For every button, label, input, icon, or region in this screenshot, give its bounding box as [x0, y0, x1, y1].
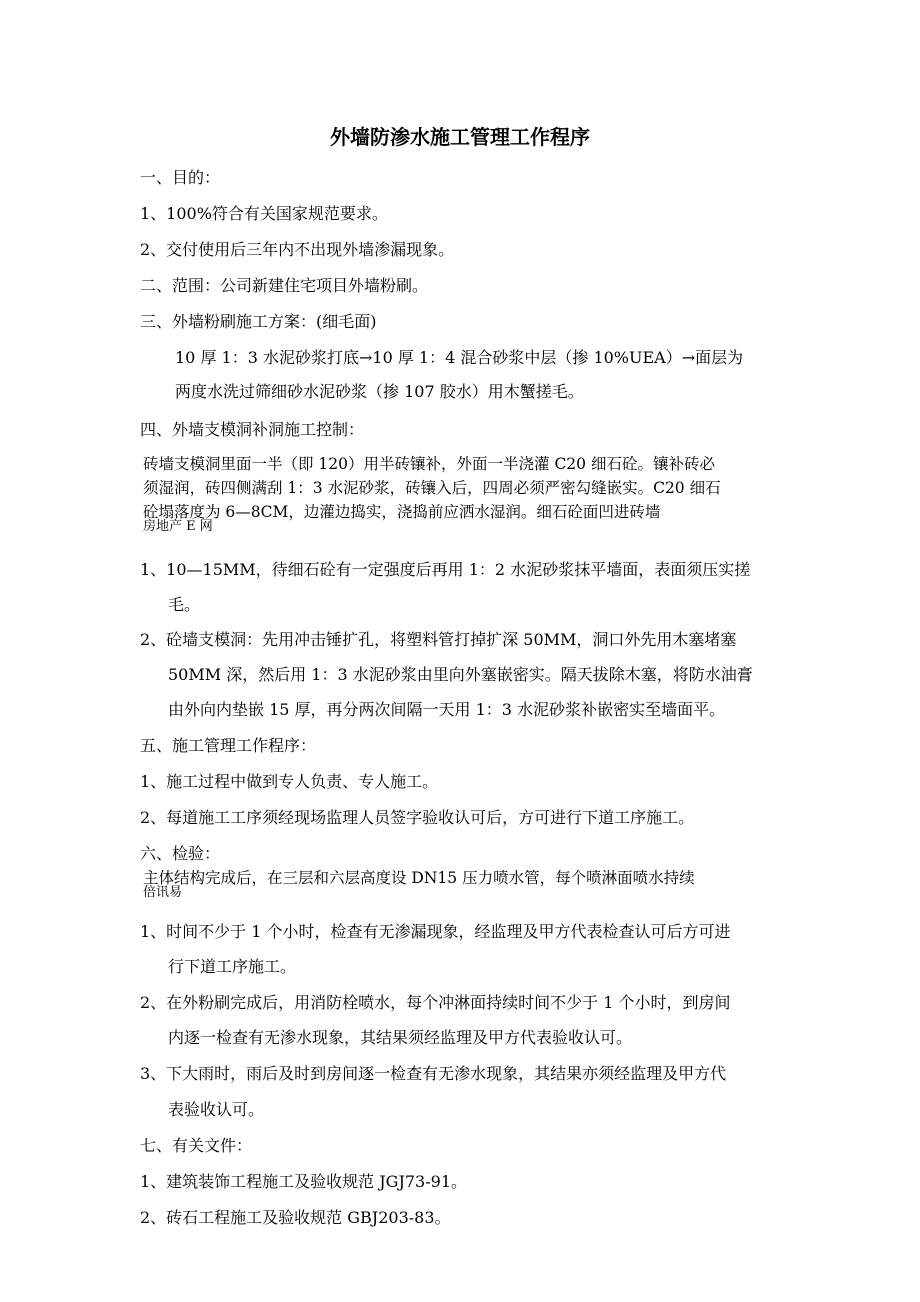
paragraph: 表验收认可。 [168, 1100, 265, 1119]
section-heading: 一、目的： [140, 168, 221, 187]
paragraph: 1、100%符合有关国家规范要求。 [140, 204, 388, 223]
paragraph: 须湿润，砖四侧满刮 1：3 水泥砂浆，砖镶入后，四周必须严密勾缝嵌实。C20 细石 [143, 479, 721, 497]
paragraph: 行下道工序施工。 [168, 957, 297, 976]
paragraph: 2、砼墙支模洞：先用冲击锤扩孔，将塑料管打掉扩深 50MM，洞口外先用木塞堵塞 [140, 630, 737, 649]
document-title: 外墙防渗水施工管理工作程序 [330, 125, 590, 149]
paragraph: 50MM 深，然后用 1：3 水泥砂浆由里向外塞嵌密实。隔天拔除木塞，将防水油膏 [168, 665, 753, 684]
paragraph: 内逐一检查有无渗水现象，其结果须经监理及甲方代表验收认可。 [168, 1028, 633, 1047]
paragraph: 1、10—15MM，待细石砼有一定强度后再用 1：2 水泥砂浆抹平墙面，表面须压实搓 [140, 560, 751, 579]
paragraph: 两度水洗过筛细砂水泥砂浆（掺 107 胶水）用木蟹搓毛。 [175, 382, 584, 401]
section-heading: 三、外墙粉刷施工方案：(细毛面) [140, 312, 377, 331]
paragraph: 1、时间不少于 1 个小时，检查有无渗漏现象，经监理及甲方代表检查认可后方可进 [140, 922, 731, 941]
paragraph: 3、下大雨时，雨后及时到房间逐一检查有无渗水现象，其结果亦须经监理及甲方代 [140, 1064, 727, 1083]
paragraph: 2、交付使用后三年内不出现外墙渗漏现象。 [140, 240, 455, 259]
section-heading: 四、外墙支模洞补洞施工控制： [140, 420, 365, 439]
watermark-text: 倍讯易 [143, 885, 183, 900]
section-heading: 七、有关文件： [140, 1136, 253, 1155]
section-heading: 二、范围：公司新建住宅项目外墙粉刷。 [140, 276, 429, 295]
paragraph: 2、砖石工程施工及验收规范 GBJ203-83。 [140, 1208, 451, 1227]
paragraph: 砖墙支模洞里面一半（即 120）用半砖镶补，外面一半浇灌 C20 细石砼。镶补砖必 [143, 455, 715, 473]
section-heading: 六、检验： [140, 844, 221, 863]
paragraph: 由外向内垫嵌 15 厚，再分两次间隔一天用 1：3 水泥砂浆补嵌密实至墙面平。 [168, 700, 726, 719]
paragraph: 毛。 [168, 595, 201, 614]
paragraph: 2、在外粉刷完成后，用消防栓喷水，每个冲淋面持续时间不少于 1 个小时，到房间 [140, 993, 731, 1012]
paragraph: 2、每道施工工序须经现场监理人员签字验收认可后，方可进行下道工序施工。 [140, 808, 695, 827]
paragraph: 主体结构完成后，在三层和六层高度设 DN15 压力喷水管，每个喷淋面喷水持续 [143, 869, 695, 887]
watermark-text: 房地产 E 网 [143, 519, 213, 534]
paragraph: 砼塌落度为 6—8CM，边灌边捣实，浇捣前应洒水湿润。细石砼面凹进砖墙 [143, 503, 661, 521]
section-heading: 五、施工管理工作程序： [140, 736, 317, 755]
paragraph: 1、施工过程中做到专人负责、专人施工。 [140, 772, 439, 791]
paragraph: 1、建筑装饰工程施工及验收规范 JGJ73-91。 [140, 1172, 468, 1191]
paragraph: 10 厚 1：3 水泥砂浆打底→10 厚 1：4 混合砂浆中层（掺 10%UEA）→面层为 [175, 348, 744, 367]
